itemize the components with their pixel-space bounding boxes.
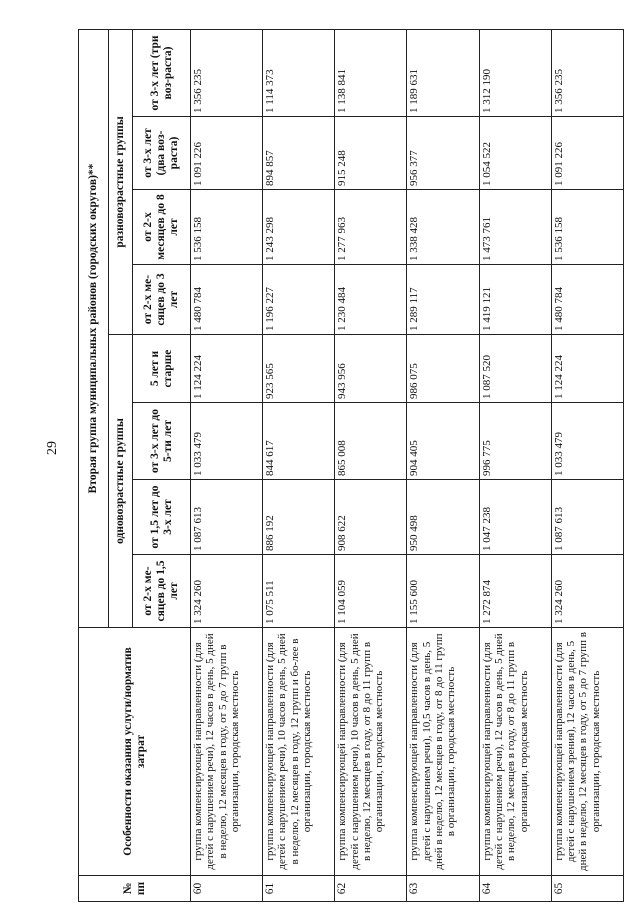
- cost-cell: 1 536 158: [551, 190, 623, 265]
- cost-cell: 886 192: [263, 480, 335, 555]
- cost-cell: 1 047 238: [479, 480, 551, 555]
- cost-cell: 1 104 059: [335, 555, 407, 628]
- table-row: [479, 29, 551, 901]
- cost-cell: 1 091 226: [551, 117, 623, 190]
- cost-cell: 1 054 522: [479, 117, 551, 190]
- header-age-4: от 2-х ме-сяцев до 3 лет: [133, 265, 191, 335]
- cost-cell: 1 272 874: [479, 555, 551, 628]
- cost-cell: 996 775: [479, 403, 551, 480]
- cost-cell: 923 565: [263, 335, 335, 403]
- cost-cell: 943 956: [335, 335, 407, 403]
- cost-cell: 844 617: [263, 403, 335, 480]
- cost-cell: 1 033 479: [551, 403, 623, 480]
- header-group-title: Вторая группа муниципальных районов (городских округов)**: [79, 29, 109, 627]
- cost-cell: 1 356 235: [191, 29, 263, 116]
- header-no: № пп: [79, 876, 191, 902]
- row-description: группа компенсирующей направленности (для детей с нарушением речи), 12 часов в день, 5 дней в неделю, 12 месяцев в году, от 8 до 11 групп в организации, городская местность: [479, 628, 551, 876]
- row-description: группа компенсирующей направленности (для детей с нарушением речи), 12 часов в день, 5 дней в неделю, 12 месяцев в году, от 5 до 7 групп в организации, городская местность: [191, 628, 263, 876]
- cost-cell: 1 277 963: [335, 190, 407, 265]
- cost-cell: 1 075 511: [263, 555, 335, 628]
- cost-cell: 1 087 613: [551, 480, 623, 555]
- cost-cell: 1 087 520: [479, 335, 551, 403]
- tariff-table: [78, 29, 624, 902]
- cost-cell: 1 289 117: [407, 265, 479, 335]
- cost-cell: 950 498: [407, 480, 479, 555]
- cost-cell: 1 114 373: [263, 29, 335, 116]
- cost-cell: 1 356 235: [551, 29, 623, 116]
- row-number: 62: [335, 876, 407, 902]
- cost-cell: 1 473 761: [479, 190, 551, 265]
- cost-cell: 1 536 158: [191, 190, 263, 265]
- row-number: 64: [479, 876, 551, 902]
- row-number: 65: [551, 876, 623, 902]
- row-description: группа компенсирующей направленности (для детей с нарушением речи), 10,5 часов в день, 5 дней в неделю, 12 месяцев в году, от 8 до 11 групп в организации, городская местность: [407, 628, 479, 876]
- header-mixed-age: разновозрастные группы: [109, 29, 133, 334]
- cost-cell: 1 324 260: [551, 555, 623, 628]
- cost-cell: 865 008: [335, 403, 407, 480]
- cost-cell: 956 377: [407, 117, 479, 190]
- cost-cell: 1 155 600: [407, 555, 479, 628]
- cost-cell: 1 138 841: [335, 29, 407, 116]
- header-age-1: от 1,5 лет до 3-х лет: [133, 480, 191, 555]
- cost-cell: 986 075: [407, 335, 479, 403]
- table-row: [263, 29, 335, 901]
- row-number: 61: [263, 876, 335, 902]
- header-age-2: от 3-х лет до 5-ти лет: [133, 403, 191, 480]
- header-age-7: от 3-х лет (три воз-раста): [133, 29, 191, 116]
- cost-cell: 1 230 484: [335, 265, 407, 335]
- cost-cell: 908 622: [335, 480, 407, 555]
- header-features: Особенности оказания услуги/норматив затрат: [79, 628, 191, 876]
- cost-cell: 894 857: [263, 117, 335, 190]
- cost-cell: 1 324 260: [191, 555, 263, 628]
- cost-cell: 1 189 631: [407, 29, 479, 116]
- header-single-age: одновозрастные группы: [109, 335, 133, 628]
- cost-cell: 904 405: [407, 403, 479, 480]
- header-age-6: от 3-х лет (два воз-раста): [133, 117, 191, 190]
- cost-cell: 915 248: [335, 117, 407, 190]
- cost-cell: 1 091 226: [191, 117, 263, 190]
- table-row: [335, 29, 407, 901]
- cost-cell: 1 312 190: [479, 29, 551, 116]
- cost-cell: 1 419 121: [479, 265, 551, 335]
- row-number: 60: [191, 876, 263, 902]
- cost-cell: 1 243 298: [263, 190, 335, 265]
- header-age-3: 5 лет и старше: [133, 335, 191, 403]
- table-row: [191, 29, 263, 901]
- cost-cell: 1 480 784: [191, 265, 263, 335]
- page-number: 29: [45, 441, 60, 455]
- table-row: [551, 29, 623, 901]
- cost-cell: 1 033 479: [191, 403, 263, 480]
- cost-cell: 1 480 784: [551, 265, 623, 335]
- cost-cell: 1 124 224: [191, 335, 263, 403]
- cost-cell: 1 124 224: [551, 335, 623, 403]
- row-description: группа компенсирующей направленности (для детей с нарушением речи), 10 часов в день, 5 дней в неделю, 12 месяцев в году, 12 групп и бо-лее в организации, городская местность: [263, 628, 335, 876]
- row-number: 63: [407, 876, 479, 902]
- table-row: [407, 29, 479, 901]
- tariff-table-container: [78, 30, 624, 902]
- cost-cell: 1 087 613: [191, 480, 263, 555]
- header-age-5: от 2-х месяцев до 8 лет: [133, 190, 191, 265]
- cost-cell: 1 338 428: [407, 190, 479, 265]
- header-age-0: от 2-х ме-сяцев до 1,5 лет: [133, 555, 191, 628]
- row-description: группа компенсирующей направленности (для детей с нарушением зрения), 12 часов в день, 5 дней в неделю, 12 месяцев в году, от 5 до 7 групп в организации, городская местность: [551, 628, 623, 876]
- cost-cell: 1 196 227: [263, 265, 335, 335]
- row-description: группа компенсирующей направленности (для детей с нарушением речи), 10 часов в день, 5 дней в неделю, 12 месяцев в году, от 8 до 11 групп в организации, городская местность: [335, 628, 407, 876]
